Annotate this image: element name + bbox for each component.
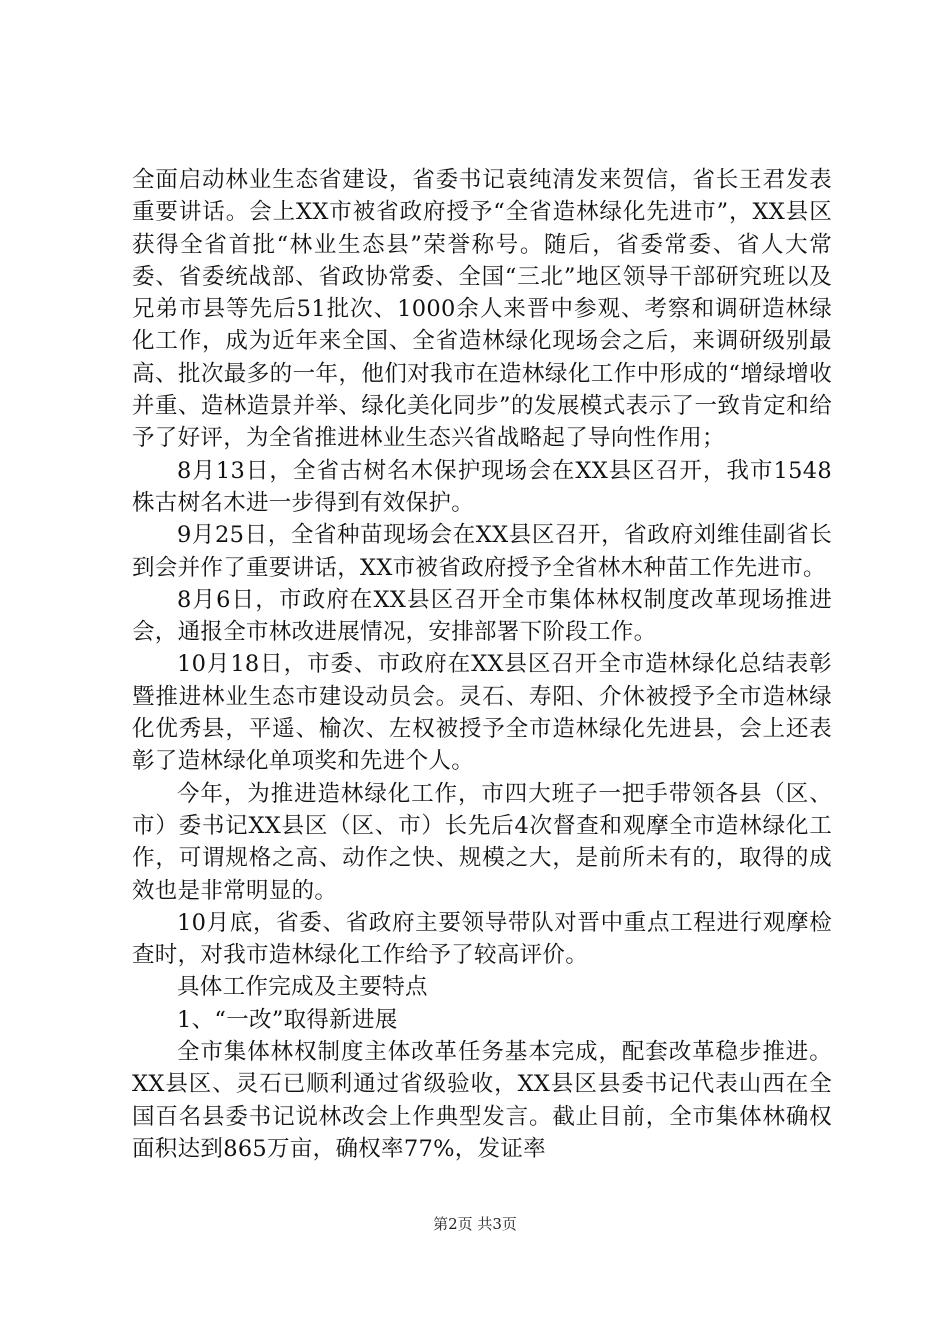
paragraph: 8月13日，全省古树名木保护现场会在XX县区召开，我市1548株古树名木进一步得到有效保护。 xyxy=(132,457,832,516)
paragraph: 全市集体林权制度主体改革任务基本完成，配套改革稳步推进。XX县区、灵石已顺利通过省级验收，XX县区县委书记代表山西在全国百名县委书记说林改会上作典型发言。截止目前，全市集体林确权面积达到865万亩，确权率77%，发证率 xyxy=(132,1039,832,1162)
paragraph: 今年，为推进造林绿化工作，市四大班子一把手带领各县（区、市）委书记XX县区（区、市）长先后4次督查和观摩全市造林绿化工作，可谓规格之高、动作之快、规模之大，是前所未有的，取得的成效也是非常明显的。 xyxy=(132,780,832,904)
page-number-footer: 第2页 共3页 xyxy=(433,1215,517,1233)
paragraph: 8月6日，市政府在XX县区召开全市集体林权制度改革现场推进会，通报全市林改进展情况，安排部署下阶段工作。 xyxy=(132,586,832,646)
paragraph: 全面启动林业生态省建设，省委书记袁纯清发来贺信，省长王君发表重要讲话。会上XX市被省政府授予“全省造林绿化先进市”，XX县区获得全省首批“林业生态县”荣誉称号。随后，省委常委、省人大常委、省委统战部、省政协常委、全国“三北”地区领导干部研究班以及兄弟市县等先后51批次、1000余人来晋中参观、考察和调研造林绿化工作，成为近年来全国、全省造林绿化现场会之后，来调研级别最高、批次最多的一年，他们对我市在造林绿化工作中形成的“增绿增收并重、造林造景并举、绿化美化同步”的发展模式表示了一致肯定和给予了好评，为全省推进林业生态兴省战略起了导向性作用； xyxy=(132,167,832,452)
section-heading: 具体工作完成及主要特点 xyxy=(177,974,428,1001)
paragraph: 9月25日，全省种苗现场会在XX县区召开，省政府刘维佳副省长到会并作了重要讲话，XX市被省政府授予全省林木种苗工作先进市。 xyxy=(132,522,832,581)
paragraph: 10月底，省委、省政府主要领导带队对晋中重点工程进行观摩检查时，对我市造林绿化工作给予了较高评价。 xyxy=(132,909,832,969)
paragraph: 10月18日，市委、市政府在XX县区召开全市造林绿化总结表彰暨推进林业生态市建设动员会。灵石、寿阳、介休被授予全市造林绿化优秀县，平遥、榆次、左权被授予全市造林绿化先进县，会上还表彰了造林绿化单项奖和先进个人。 xyxy=(132,651,832,775)
document-body xyxy=(132,164,832,1165)
subsection-heading: 1、“一改”取得新进展 xyxy=(177,1006,398,1033)
